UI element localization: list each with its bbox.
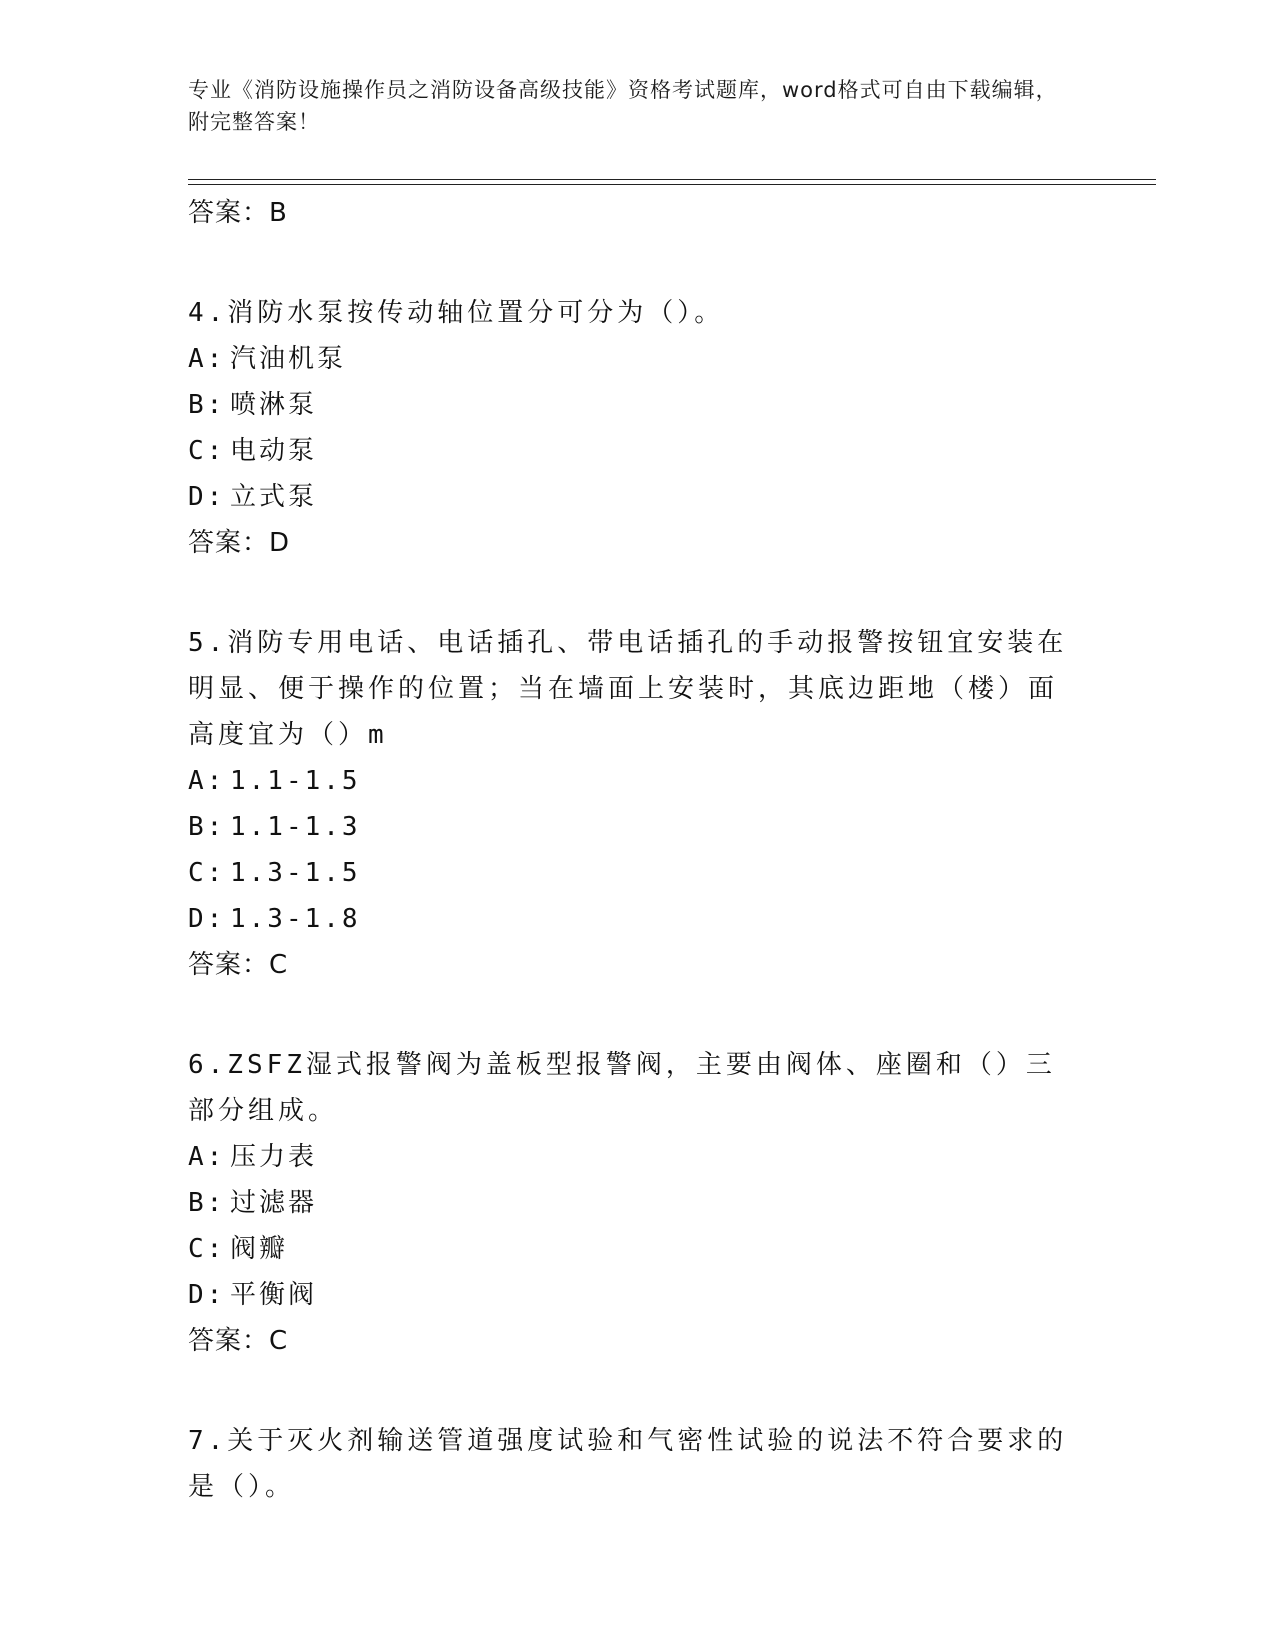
question-stem: 5.消防专用电话、电话插孔、带电话插孔的手动报警按钮宜安装在明显、便于操作的位置；当在墙面上安装时，其底边距地（楼）面高度宜为（）m [188, 628, 1068, 750]
option-key: D: [188, 482, 226, 512]
option-key: A: [188, 766, 226, 796]
option-text: 汽油机泵 [230, 344, 347, 374]
option-text: 1.1-1.3 [230, 812, 361, 842]
option-text: 平衡阀 [230, 1280, 318, 1310]
option-d [188, 1272, 1068, 1318]
question-answer: 答案：C [188, 950, 289, 980]
option-key: D: [188, 1280, 226, 1310]
option-text: 喷淋泵 [230, 390, 318, 420]
option-b [188, 1180, 1068, 1226]
option-a [188, 1134, 1068, 1180]
option-key: D: [188, 904, 226, 934]
question-stem: 4.消防水泵按传动轴位置分可分为（）。 [188, 298, 725, 328]
header-divider-secondary [188, 184, 1156, 185]
option-key: C: [188, 858, 226, 888]
question-answer: 答案：C [188, 1326, 289, 1356]
option-key: A: [188, 1142, 226, 1172]
question-item [188, 290, 1068, 566]
option-key: B: [188, 812, 226, 842]
option-a [188, 758, 1068, 804]
question-item [188, 620, 1068, 988]
option-text: 电动泵 [230, 436, 318, 466]
option-a [188, 336, 1068, 382]
option-text: 1.3-1.5 [230, 858, 361, 888]
option-text: 阀瓣 [230, 1234, 289, 1264]
option-d [188, 896, 1068, 942]
previous-answer: 答案：B [188, 198, 288, 228]
question-stem: 6.ZSFZ湿式报警阀为盖板型报警阀，主要由阀体、座圈和（）三部分组成。 [188, 1050, 1056, 1126]
question-list [188, 190, 1068, 1510]
option-text: 1.1-1.5 [230, 766, 361, 796]
question-answer: 答案：D [188, 528, 291, 558]
option-key: B: [188, 390, 226, 420]
option-b [188, 382, 1068, 428]
option-key: C: [188, 1234, 226, 1264]
question-stem: 7.关于灭火剂输送管道强度试验和气密性试验的说法不符合要求的是（）。 [188, 1426, 1068, 1502]
option-c [188, 850, 1068, 896]
question-item [188, 1042, 1068, 1364]
page-header: 专业《消防设施操作员之消防设备高级技能》资格考试题库，word格式可自由下载编辑，附完整答案！ [188, 78, 1058, 134]
header-divider [188, 179, 1156, 180]
option-key: A: [188, 344, 226, 374]
option-key: C: [188, 436, 226, 466]
option-c [188, 428, 1068, 474]
option-text: 立式泵 [230, 482, 318, 512]
option-c [188, 1226, 1068, 1272]
option-b [188, 804, 1068, 850]
option-text: 压力表 [230, 1142, 318, 1172]
option-text: 过滤器 [230, 1188, 318, 1218]
question-item [188, 1418, 1068, 1510]
option-key: B: [188, 1188, 226, 1218]
option-text: 1.3-1.8 [230, 904, 361, 934]
option-d [188, 474, 1068, 520]
